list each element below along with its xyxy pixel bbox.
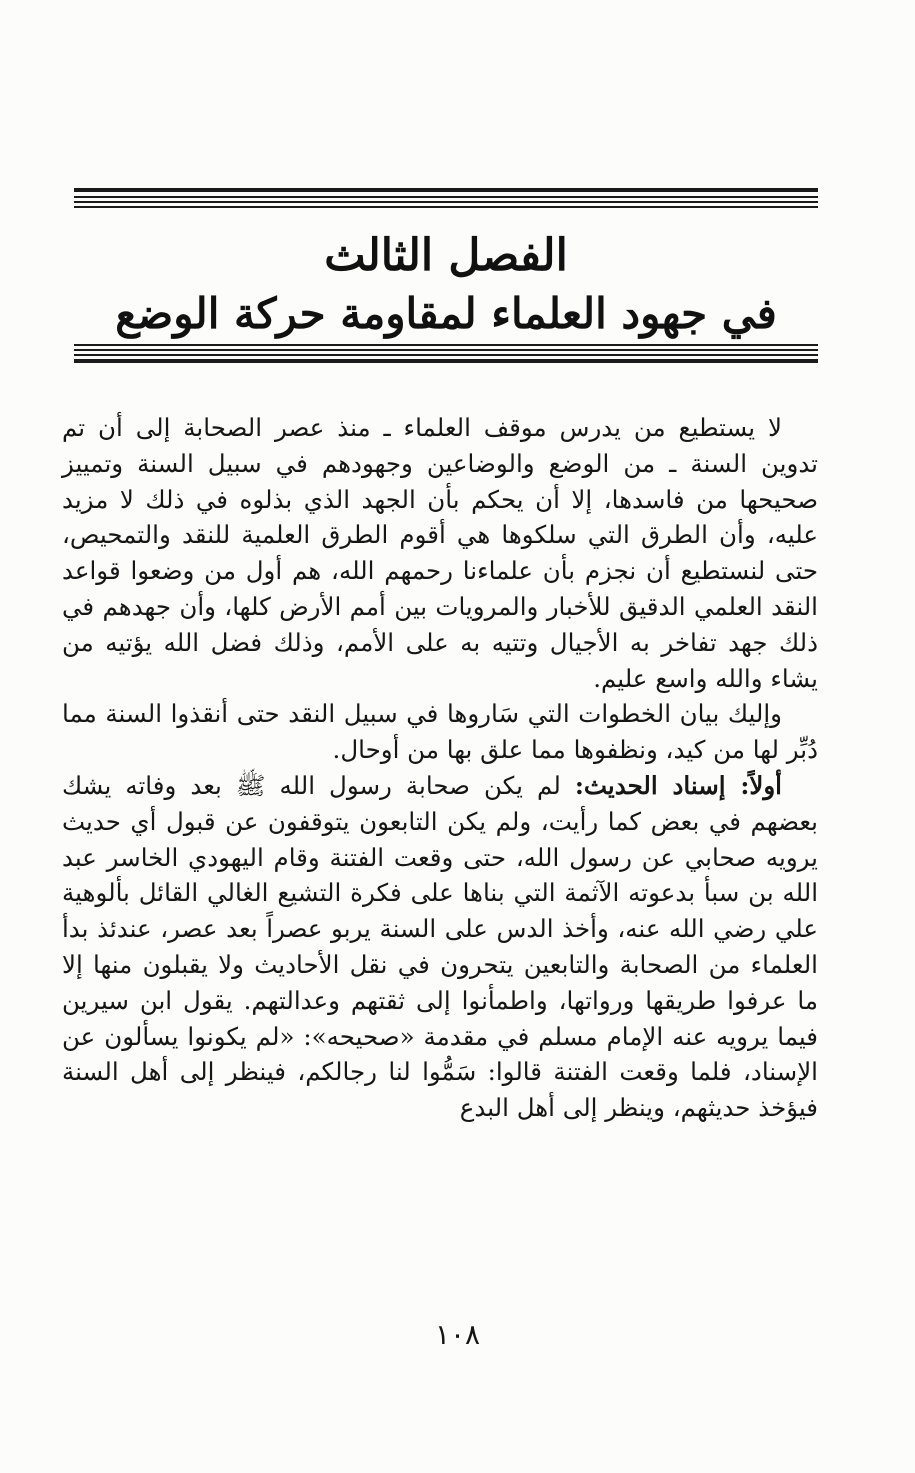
paragraph-text: لم يكن صحابة رسول الله ﷺ بعد وفاته يشك بعضهم في بعض كما رأيت، ولم يكن التابعون يتوقفون عن قبول أي حديث يرويه صحابي عن رسول الله، حتى وقعت الفتنة وقام اليهودي الخاسر عبد الله بن سبأ بدعوته الآثمة التي بناها على فكرة التشيع الغالي القائل بألوهية علي رضي الله عنه، وأخذ الدس على السنة يربو عصراً بعد عصر، عندئذ بدأ العلماء من الصحابة والتابعين يتحرون في نقل الأحاديث ولا يقبلون منها إلا ما عرفوا طريقها ورواتها، واطمأنوا إلى ثقتهم وعدالتهم. يقول ابن سيرين فيما يرويه عنه الإمام مسلم في مقدمة «صحيحه»: «لم يكونوا يسألون عن الإسناد، فلما وقعت الفتنة قالوا: سَمُّوا لنا رجالكم، فينظر إلى أهل السنة فيؤخذ حديثهم، وينظر إلى أهل البدع [62, 770, 818, 1123]
paragraph-steps [62, 696, 818, 768]
rule-line [74, 354, 818, 356]
rule-line [74, 206, 818, 208]
paragraph-text: وإليك بيان الخطوات التي سَاروها في سبيل النقد حتى أنقذوا السنة مما دُبِّر لها من كيد، ونظفوها مما علق بها من أوحال. [62, 699, 818, 765]
body-text [62, 410, 818, 1126]
page-number: ١٠٨ [434, 1318, 481, 1351]
chapter-subtitle: في جهود العلماء لمقاومة حركة الوضع [115, 289, 777, 338]
section-heading-isnad: أولاً: إسناد الحديث: [574, 770, 782, 800]
rule-line [74, 201, 818, 203]
rule-line [74, 359, 818, 363]
chapter-title: الفصل الثالث [324, 230, 568, 281]
paragraph-isnad [62, 768, 818, 1126]
rule-line [74, 188, 818, 192]
paragraph-intro [62, 410, 818, 696]
rule-line [74, 196, 818, 198]
rule-line [74, 344, 818, 346]
chapter-header-top-rule [74, 188, 818, 214]
chapter-header-bottom-rule [74, 344, 818, 370]
paragraph-text: لا يستطيع من يدرس موقف العلماء ـ منذ عصر الصحابة إلى أن تم تدوين السنة ـ من الوضع والوضاعين وجهودهم في سبيل السنة وتمييز صحيحها من فاسدها، إلا أن يحكم بأن الجهد الذي بذلوه في ذلك لا مزيد عليه، وأن الطرق التي سلكوها هي أقوم الطرق العلمية للنقد والتمحيص، حتى لنستطيع أن نجزم بأن علماءنا رحمهم الله، هم أول من وضعوا قواعد النقد العلمي الدقيق للأخبار والمرويات بين أمم الأرض كلها، وأن جهدهم في ذلك جهد تفاخر به الأجيال وتتيه به على الأمم، وذلك فضل الله يؤتيه من يشاء والله واسع عليم. [62, 413, 818, 693]
rule-line [74, 349, 818, 351]
